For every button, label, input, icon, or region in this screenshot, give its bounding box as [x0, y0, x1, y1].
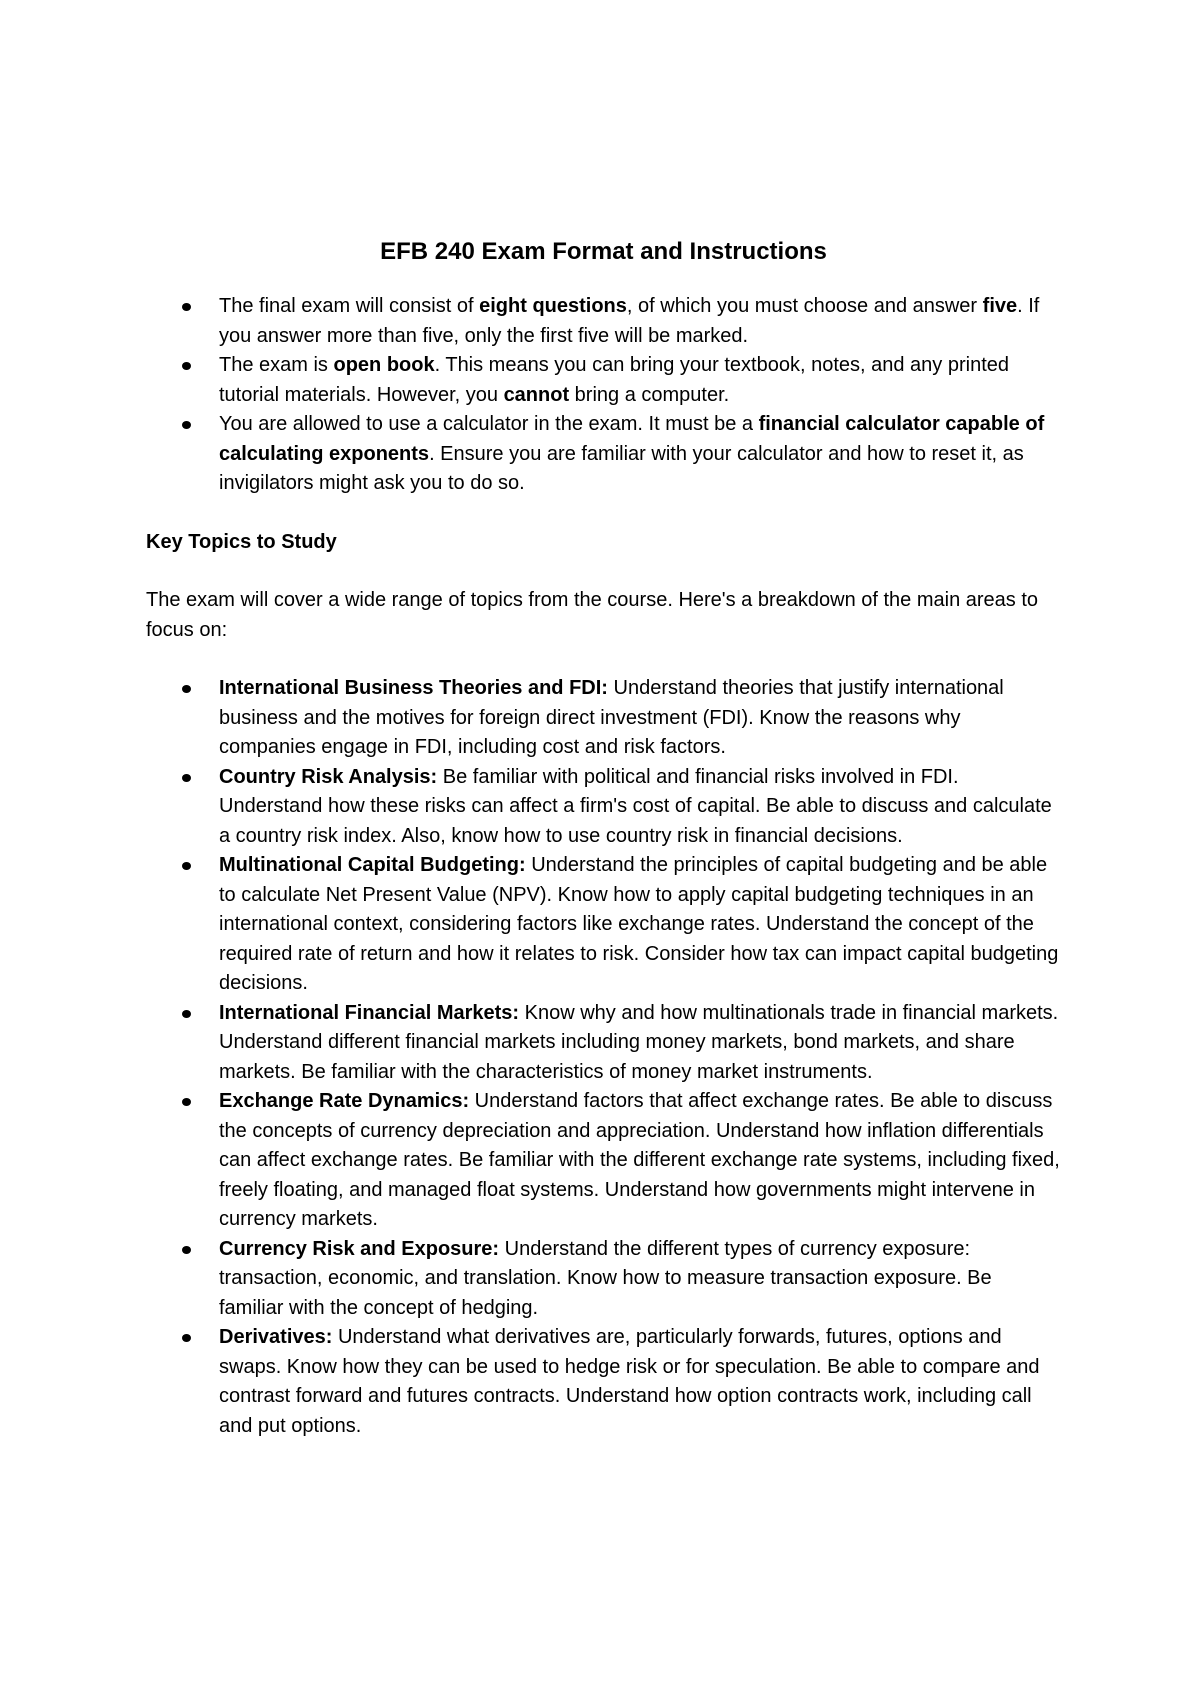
- emphasis-text: open book: [333, 354, 435, 376]
- section-heading: Key Topics to Study: [146, 530, 337, 553]
- key-topics-list: [146, 674, 1061, 1441]
- topic-text: Understand theories that justify international business and the motives for foreign direct investment (FDI). Know the reasons why companies engage in FDI, including cost and risk factors.: [219, 677, 1004, 758]
- list-item: The final exam will consist of eight questions, of which you must choose and answer five. If you answer more than five, only the first five will be marked.: [146, 292, 1061, 351]
- document-title: EFB 240 Exam Format and Instructions: [380, 238, 827, 265]
- topic-label: Country Risk Analysis:: [219, 765, 438, 788]
- topic-label: Exchange Rate Dynamics:: [219, 1090, 470, 1112]
- topic-text: Understand the principles of capital budgeting and be able to calculate Net Present Value (NPV). Know how to apply capital budgeting techniques in an international context, considering factors like exchange rates. Understand the concept of the required rate of return and how it relates to risk. Consider how tax can impact capital budgeting decisions.: [219, 854, 1059, 994]
- bullet-icon: [182, 774, 191, 782]
- document-content: [146, 232, 1061, 1441]
- emphasis-text: five: [982, 295, 1018, 317]
- topic-item: [146, 851, 1061, 999]
- topic-label: International Business Theories and FDI:: [219, 677, 608, 699]
- list-item: The exam is open book. This means you can bring your textbook, notes, and any printed tutorial materials. However, you cannot bring a computer.: [146, 351, 1061, 410]
- topic-item: [146, 999, 1061, 1088]
- topic-item: [146, 1323, 1061, 1441]
- topic-item: [146, 1087, 1061, 1235]
- topic-label: Multinational Capital Budgeting:: [219, 854, 526, 876]
- emphasis-text: eight questions: [479, 295, 627, 317]
- topic-text: Understand factors that affect exchange rates. Be able to discuss the concepts of currency depreciation and appreciation. Understand how inflation differentials can affect exchange rates. Be familiar with the different exchange rate systems, including fixed, freely floating, and managed float systems. Understand how governments might intervene in currency markets.: [219, 1090, 1060, 1230]
- bullet-icon: [182, 1246, 191, 1254]
- exam-format-list: [146, 292, 1061, 499]
- emphasis-text: financial calculator capable of calculating exponents: [219, 413, 1045, 465]
- topic-text: Understand the different types of currency exposure: transaction, economic, and translation. Know how to measure transaction exposure. Be familiar with the concept of hedging.: [219, 1237, 992, 1319]
- bullet-icon: [182, 1010, 191, 1018]
- bullet-icon: [182, 1334, 191, 1342]
- bullet-icon: [182, 685, 191, 693]
- topic-text: Know why and how multinationals trade in financial markets. Understand different financial markets including money markets, bond markets, and share markets. Be familiar with the characteristics of money market instruments.: [219, 1001, 1059, 1083]
- topic-label: Derivatives:: [219, 1326, 333, 1348]
- topic-label: Currency Risk and Exposure:: [219, 1237, 500, 1260]
- emphasis-text: cannot: [503, 383, 570, 406]
- bullet-icon: [182, 421, 191, 429]
- section-intro: The exam will cover a wide range of topics from the course. Here's a breakdown of the main areas to focus on:: [146, 589, 1039, 641]
- topic-text: Understand what derivatives are, particularly forwards, futures, options and swaps. Know how they can be used to hedge risk or for speculation. Be able to compare and contrast forward and futures contracts. Understand how option contracts work, including call and put options.: [219, 1326, 1040, 1437]
- topic-item: [146, 763, 1061, 852]
- topic-item: [146, 1235, 1061, 1324]
- bullet-icon: [182, 862, 191, 870]
- bullet-icon: [182, 362, 191, 370]
- bullet-icon: [182, 303, 191, 311]
- bullet-icon: [182, 1098, 191, 1106]
- topic-text: Be familiar with political and financial risks involved in FDI. Understand how these risks can affect a firm's cost of capital. Be able to discuss and calculate a country risk index. Also, know how to use country risk in financial decisions.: [219, 765, 1052, 847]
- topic-label: International Financial Markets:: [219, 1001, 520, 1024]
- topic-item: [146, 674, 1061, 763]
- list-item: You are allowed to use a calculator in the exam. It must be a financial calculator capable of calculating exponents. Ensure you are familiar with your calculator and how to reset it, as invigilators might ask you to do so.: [146, 410, 1061, 499]
